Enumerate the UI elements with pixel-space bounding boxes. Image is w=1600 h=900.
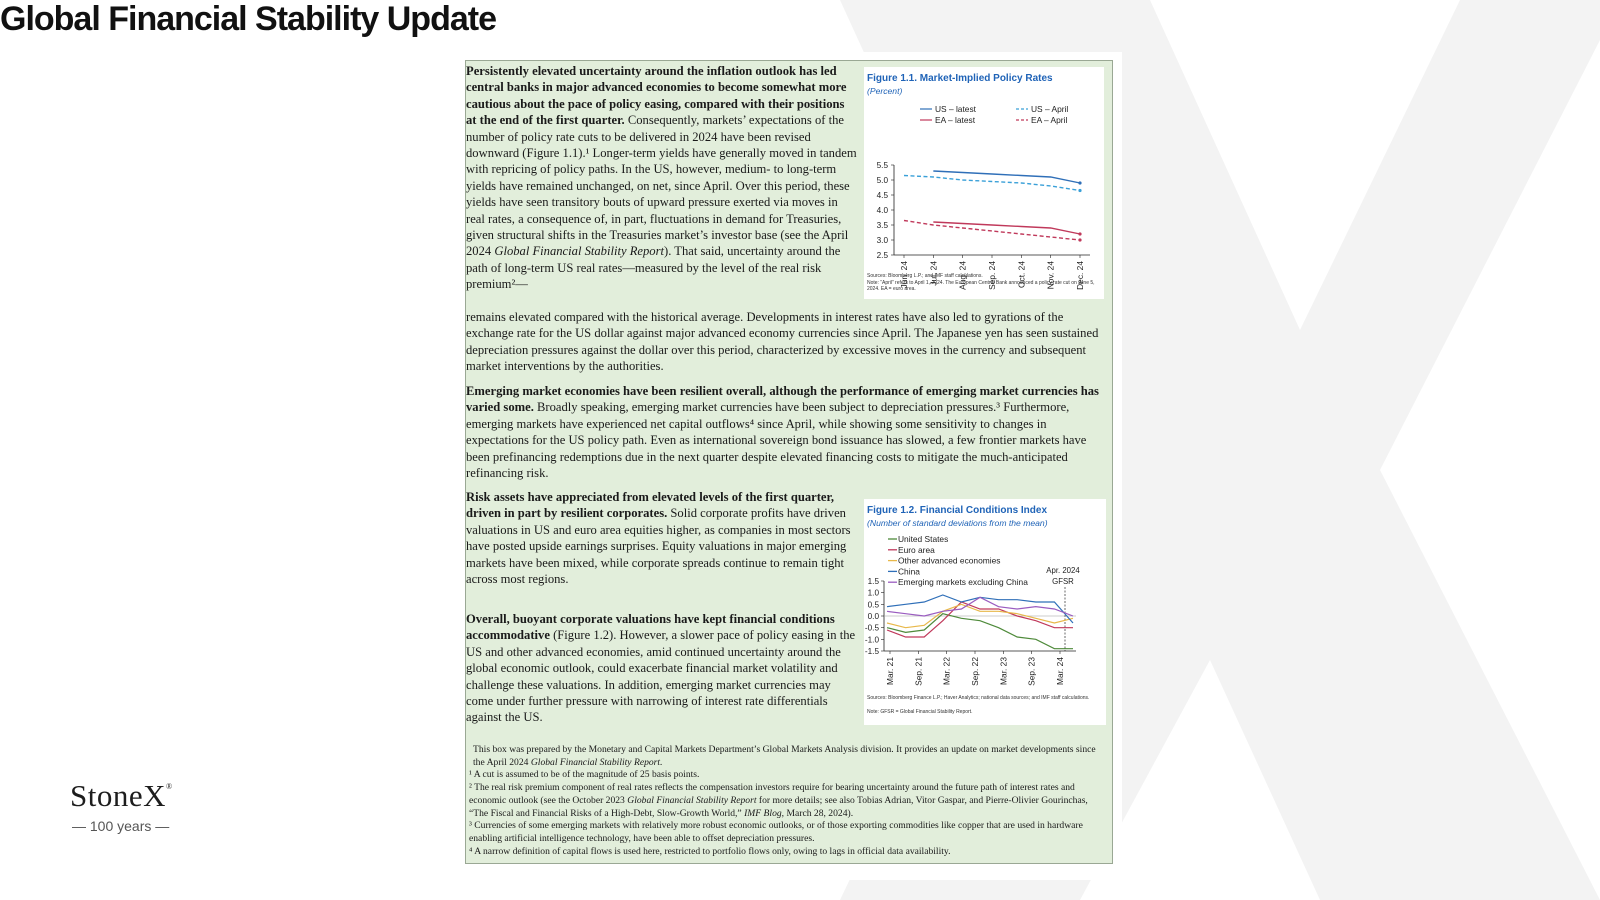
annotation-label-line1: Apr. 2024: [1046, 566, 1080, 575]
x-tick-label: Mar. 21: [885, 657, 895, 685]
x-tick-label: Mar. 24: [1055, 657, 1065, 685]
series-line: [904, 221, 1080, 241]
legend-label: US – April: [1031, 104, 1069, 114]
y-tick-label: -1.5: [864, 647, 879, 656]
legend-label: China: [898, 566, 920, 577]
financial-conditions-chart: [864, 531, 1106, 699]
figure-1-2-source: Sources: Bloomberg Finance L.P.; Haver Analytics; national data sources; and IMF staff calculations.: [867, 695, 1090, 701]
x-tick-label: Sep. 23: [1026, 657, 1037, 686]
series-line: [933, 171, 1080, 183]
paragraph-2: Emerging market economies have been resilient overall, although the performance of emerging market currencies has varied some. Broadly speaking, emerging market currencies have been subject to depreciation pressures.³ Furthermore, emerging markets have experienced net capital outflows⁴ since April, while showing some sensitivity to changes in expectations for the US policy path. Even as international sovereign bond issuance has slowed, a few frontier markets have been prefinancing redemptions due in the next quarter despite elevated financing costs to mitigate the much-anticipated refinancing risk.: [466, 384, 1099, 481]
legend-label: Emerging markets excluding China: [898, 577, 1028, 588]
figure-1-1-title: Figure 1.1. Market-Implied Policy Rates: [867, 73, 1053, 84]
legend-label: Other advanced economies: [898, 555, 1001, 566]
footnotes: [469, 744, 1109, 858]
document-page: [465, 60, 1113, 864]
brand-name: StoneX®: [70, 778, 173, 813]
x-tick-label: Oct. 24: [1016, 261, 1027, 288]
x-tick-label: Mar. 23: [998, 657, 1009, 685]
legend-label: US – latest: [935, 104, 976, 114]
y-tick-label: 5.5: [876, 161, 888, 170]
paragraph-1-continued: remains elevated compared with the historical average. Developments in interest rates have also led to gyrations of the exchange rate for the US dollar against major advanced economy currencies since April. The Japanese yen has seen sustained depreciation pressures against the dollar over this period, characterized by excessive moves in the currency and subsequent market interventions by the authorities.: [466, 310, 1099, 374]
series-line: [887, 614, 1073, 649]
stonex-logo: [70, 778, 200, 834]
figure-1-1-note: Note: “April” refers to April 1, 2024. The European Central Bank announced a policy rate cut on June 5, 2024. EA = euro area.: [867, 280, 1095, 293]
paragraph-4: Overall, buoyant corporate valuations have kept financial conditions accommodative (Figure 1.2). However, a slower pace of policy easing in the US and other advanced economies, amid continued uncertainty around the global economic outlook, could exacerbate financial market volatility and challenge these valuations. In addition, emerging market currencies may come under further pressure with narrowing of interest rate differentials against the US.: [466, 612, 856, 725]
x-tick-label: Dec. 24: [1075, 261, 1085, 290]
figure-1-1-subtitle: (Percent): [867, 86, 903, 96]
series-end-point: [1078, 189, 1081, 192]
paragraph-3: Risk assets have appreciated from elevated levels of the first quarter, driven in part by resilient corporates. Solid corporate profits have driven valuations in US and euro area equities higher, as companies in most sectors have posted upside earnings surprises. Equity valuations in major emerging markets have been mixed, while corporate spreads continue to remain tight across most regions.: [466, 490, 851, 587]
figure-1-2: [864, 499, 1106, 725]
series-end-point: [1078, 238, 1081, 241]
annotation-label-line2: GFSR: [1052, 577, 1074, 586]
figure-1-2-subtitle: (Number of standard deviations from the mean): [867, 518, 1048, 528]
legend-label: United States: [898, 534, 949, 544]
legend-label: EA – latest: [935, 115, 976, 125]
y-tick-label: 3.5: [876, 221, 888, 230]
x-tick-label: Mar. 22: [941, 657, 952, 685]
y-tick-label: 4.5: [876, 191, 888, 200]
footnote-4: ⁴ A narrow definition of capital flows is used here, restricted to portfolio flows only, owing to lags in official data availability.: [469, 845, 951, 857]
footnote-intro: This box was prepared by the Monetary and Capital Markets Department’s Global Markets Analysis division. It provides an update on market developments since the April 2024 Global Financial Stability Report.: [473, 744, 1096, 768]
series-end-point: [1078, 181, 1081, 184]
x-tick-label: Sep. 21: [913, 657, 924, 686]
x-tick-label: Aug. 24: [957, 261, 968, 290]
y-tick-label: 5.0: [876, 176, 888, 185]
legend-label: Euro area: [898, 544, 935, 555]
x-tick-label: Sep. 22: [970, 657, 980, 686]
x-tick-label: Sep. 24: [987, 261, 997, 290]
x-tick-label: Jul. 24: [928, 261, 939, 286]
y-tick-label: 0.5: [867, 600, 879, 610]
footnote-3: ³ Currencies of some emerging markets with relatively more robust economic outlooks, or of those exporting commodities like copper that are used in hardware enabling artificial intelligence technology, have been able to offset depreciation pressures.: [469, 820, 1083, 844]
footnote-1: ¹ A cut is assumed to be of the magnitude of 25 basis points.: [469, 769, 700, 781]
series-line: [933, 222, 1080, 234]
figure-1-1: [864, 67, 1104, 299]
series-end-point: [1078, 232, 1081, 235]
brand-tagline: — 100 years —: [72, 818, 170, 834]
y-tick-label: 1.5: [867, 577, 879, 586]
slide-title: Global Financial Stability Update: [0, 0, 496, 38]
y-tick-label: 0.0: [867, 612, 879, 621]
legend-label: EA – April: [1031, 115, 1068, 125]
paragraph-1: Persistently elevated uncertainty around the inflation outlook has led central banks in major advanced economies to become somewhat more cautious about the pace of policy easing, compared with their positions at the end of the first quarter. Consequently, markets’ expectations of the number of policy rate cuts to be delivered in 2024 have been revised downward (Figure 1.1).¹ Longer-term yields have generally moved in tandem with repricing of policy paths. In the US, however, medium- to long-term yields have remained unchanged, on net, since April. Over this period, these yields have seen transitory bouts of upward pressure exerted via moves in real rates, a consequence of, in part, fluctuations in demand for Treasuries, given structural shifts in the Treasuries market’s investor base (see the April 2024 Global Financial Stability Report). That said, uncertainty around the path of long-term US real rates—measured by the level of the real risk premium²—: [466, 64, 857, 292]
figure-1-1-source: Sources: Bloomberg L.P.; and IMF staff calculations.: [867, 273, 983, 279]
y-tick-label: -0.5: [864, 623, 879, 633]
y-tick-label: 1.0: [867, 588, 879, 598]
figure-1-2-note: Note: GFSR = Global Financial Stability Report.: [867, 709, 973, 715]
series-line: [887, 597, 1073, 616]
figure-1-2-title: Figure 1.2. Financial Conditions Index: [867, 505, 1048, 516]
y-tick-label: -1.0: [864, 635, 879, 645]
y-tick-label: 2.5: [876, 251, 888, 260]
x-tick-label: Nov. 24: [1045, 261, 1056, 290]
y-tick-label: 3.0: [876, 236, 888, 245]
footnote-2: ² The real risk premium component of real rates reflects the compensation investors require for bearing uncertainty around the future path of interest rates and economic outlook (see the October 2023 Global Financial Stability Report for more details; see also Tobias Adrian, Vitor Gaspar, and Pierre-Olivier Gourinchas, “The Fiscal and Financial Risks of a High-Debt, Slow-Growth World,” IMF Blog, March 28, 2024).: [469, 782, 1088, 819]
y-tick-label: 4.0: [876, 206, 888, 215]
x-tick-label: Jun. 24: [899, 261, 909, 289]
